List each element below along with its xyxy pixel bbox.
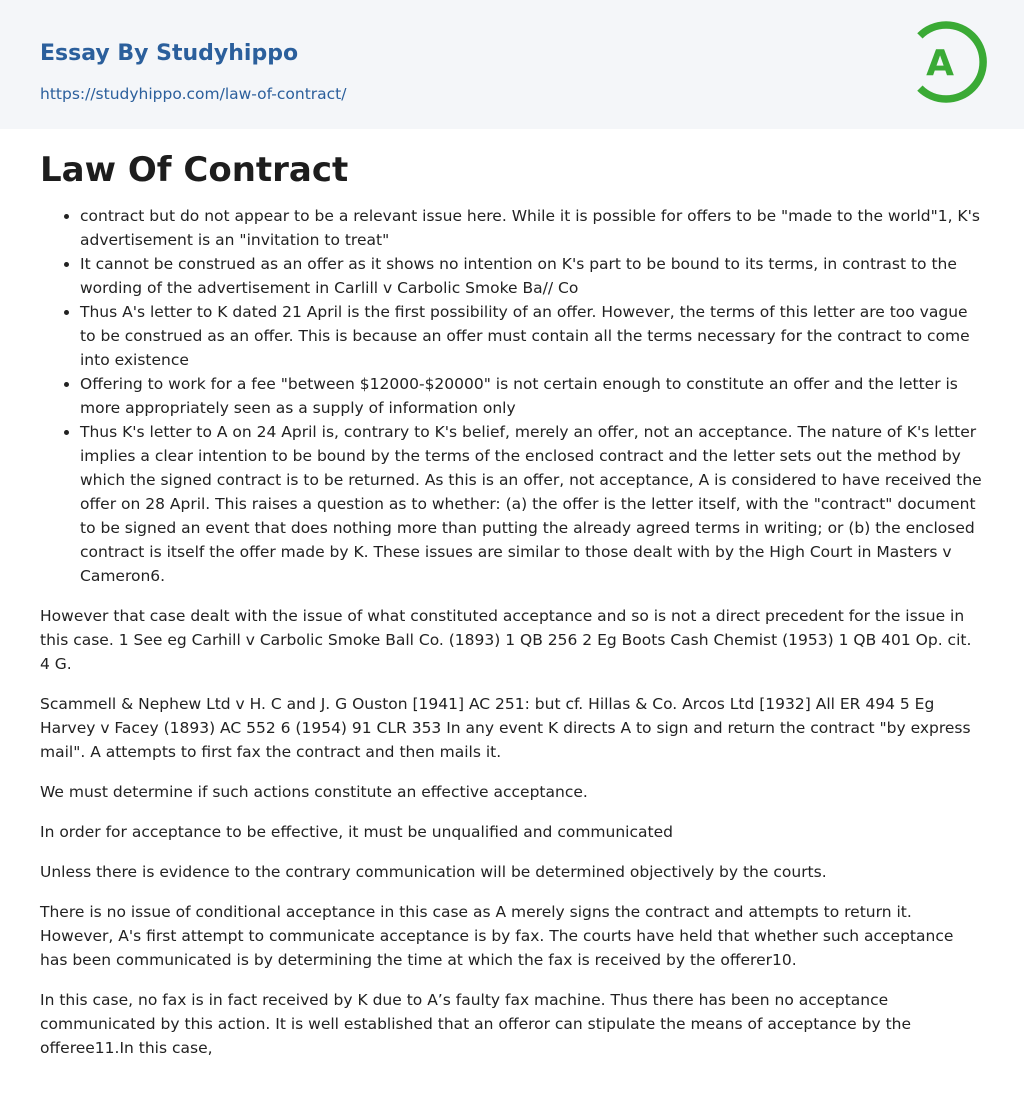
logo-ring-icon bbox=[909, 18, 987, 106]
essay-paragraph: We must determine if such actions constitute an effective acceptance. bbox=[40, 783, 588, 801]
essay-paragraph: However that case dealt with the issue of what constituted acceptance and so is not a direct precedent for the issue in this case. 1 See eg Carhill v Carbolic Smoke Ball Co. (1893) 1 QB 256 2 Eg Boots Cash Chemist (1953) 1 QB 401 Op. cit. 4 G. bbox=[40, 607, 972, 673]
list-item: • Thus K's letter to A on 24 April is, contrary to K's belief, merely an offer, not an acceptance. The nature of K's letter implies a clear intention to be bound by the terms of the enclosed contract and the letter sets out the method by which the signed contract is to be returned. As this is an offer, not acceptance, A is considered to have received the offer on 28 April. This raises a question as to whether: (a) the offer is the letter itself, with the "contract" document to be signed an event that does nothing more than putting the already agreed terms in writing; or (b) the enclosed contract is itself the offer made by K. These issues are similar to those dealt with by the High Court in Masters v Cameron6. bbox=[80, 420, 984, 588]
essay-paragraph: In this case, no fax is in fact received by K due to A’s faulty fax machine. Thus there has been no acceptance communicated by this action. It is well established that an offeror can stipulate the means of acceptance by the offeree11.In this case, bbox=[40, 991, 912, 1057]
essay-paragraph: Unless there is evidence to the contrary communication will be determined objectively by the courts. bbox=[40, 863, 827, 881]
site-title: Essay By Studyhippo bbox=[40, 41, 299, 66]
studyhippo-logo[interactable] bbox=[909, 18, 987, 106]
site-header bbox=[0, 0, 1024, 129]
list-item: • Thus A's letter to K dated 21 April is the first possibility of an offer. However, the terms of this letter are too vague to be construed as an offer. This is because an offer must contain all the terms necessary for the contract to come into existence bbox=[80, 300, 984, 372]
list-item: • contract but do not appear to be a relevant issue here. While it is possible for offers to be "made to the world"1, K's advertisement is an "invitation to treat" bbox=[80, 204, 984, 252]
list-item: • Offering to work for a fee "between $12000-$20000" is not certain enough to constitute an offer and the letter is more appropriately seen as a supply of information only bbox=[80, 372, 984, 420]
essay-content bbox=[0, 129, 1024, 1060]
logo-letter: A bbox=[926, 43, 954, 84]
essay-title: Law Of Contract bbox=[40, 150, 349, 190]
essay-bullet-list bbox=[40, 204, 984, 588]
essay-paragraph: There is no issue of conditional acceptance in this case as A merely signs the contract and attempts to return it. However, A's first attempt to communicate acceptance is by fax. The courts have held that whether such acceptance has been communicated is by determining the time at which the fax is received by the offerer10. bbox=[40, 903, 954, 969]
essay-paragraph: Scammell & Nephew Ltd v H. C and J. G Ouston [1941] AC 251: but cf. Hillas & Co. Arcos Ltd [1932] All ER 494 5 Eg Harvey v Facey (1893) AC 552 6 (1954) 91 CLR 353 In any event K directs A to sign and return the contract "by express mail". A attempts to first fax the contract and then mails it. bbox=[40, 695, 971, 761]
essay-url-link[interactable]: https://studyhippo.com/law-of-contract/ bbox=[40, 85, 347, 103]
list-item: • It cannot be construed as an offer as it shows no intention on K's part to be bound to its terms, in contrast to the wording of the advertisement in Carlill v Carbolic Smoke Ba// Co bbox=[80, 252, 984, 300]
essay-paragraph: In order for acceptance to be effective, it must be unqualified and communicated bbox=[40, 823, 673, 841]
